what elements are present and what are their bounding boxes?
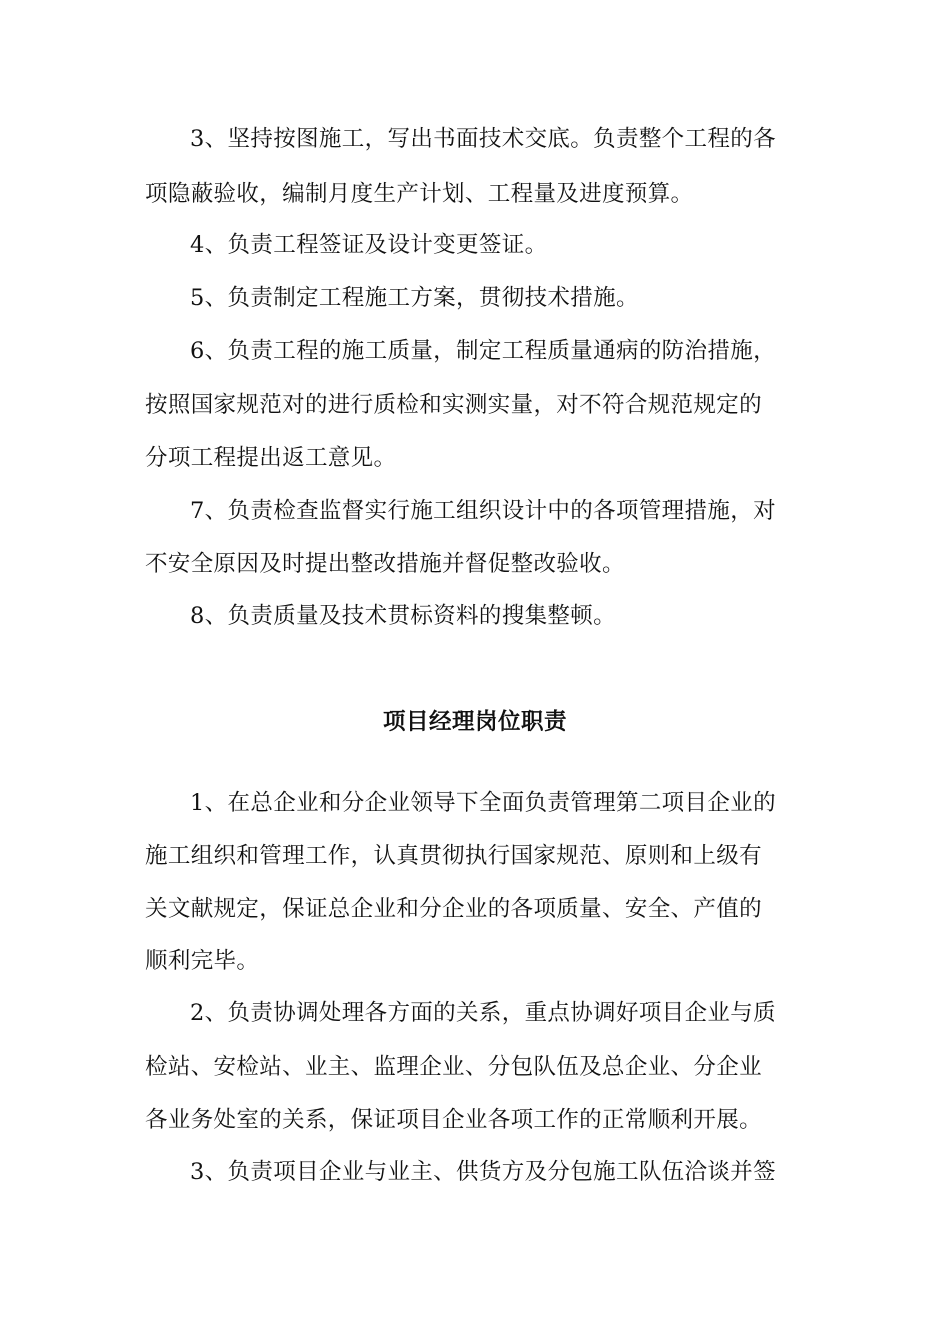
text-line: 关文献规定，保证总企业和分企业的各项质量、安全、产值的 [145,896,762,922]
text-line: 按照国家规范对的进行质检和实测实量，对不符合规范规定的 [145,392,762,418]
text-line: 1、在总企业和分企业领导下全面负责管理第二项目企业的 [190,790,776,816]
text-line: 3、负责项目企业与业主、供货方及分包施工队伍洽谈并签 [190,1159,776,1185]
section-heading: 项目经理岗位职责 [382,709,567,735]
text-line: 施工组织和管理工作，认真贯彻执行国家规范、原则和上级有 [145,843,762,869]
text-line: 顺利完毕。 [145,948,260,974]
text-line: 不安全原因及时提出整改措施并督促整改验收。 [145,551,625,577]
text-line: 分项工程提出返工意见。 [145,445,397,471]
text-line: 各业务处室的关系，保证项目企业各项工作的正常顺利开展。 [145,1107,762,1133]
text-line: 4、负责工程签证及设计变更签证。 [190,232,548,258]
text-line: 3、坚持按图施工，写出书面技术交底。负责整个工程的各 [190,126,776,152]
text-line: 2、负责协调处理各方面的关系，重点协调好项目企业与质 [190,1000,776,1026]
text-line: 5、负责制定工程施工方案，贯彻技术措施。 [190,285,639,311]
text-line: 8、负责质量及技术贯标资料的搜集整顿。 [190,603,616,629]
text-line: 7、负责检查监督实行施工组织设计中的各项管理措施，对 [190,498,776,524]
text-line: 项隐蔽验收，编制月度生产计划、工程量及进度预算。 [145,181,694,207]
text-line: 检站、安检站、业主、监理企业、分包队伍及总企业、分企业 [145,1054,762,1080]
text-line: 6、负责工程的施工质量，制定工程质量通病的防治措施， [190,338,776,364]
